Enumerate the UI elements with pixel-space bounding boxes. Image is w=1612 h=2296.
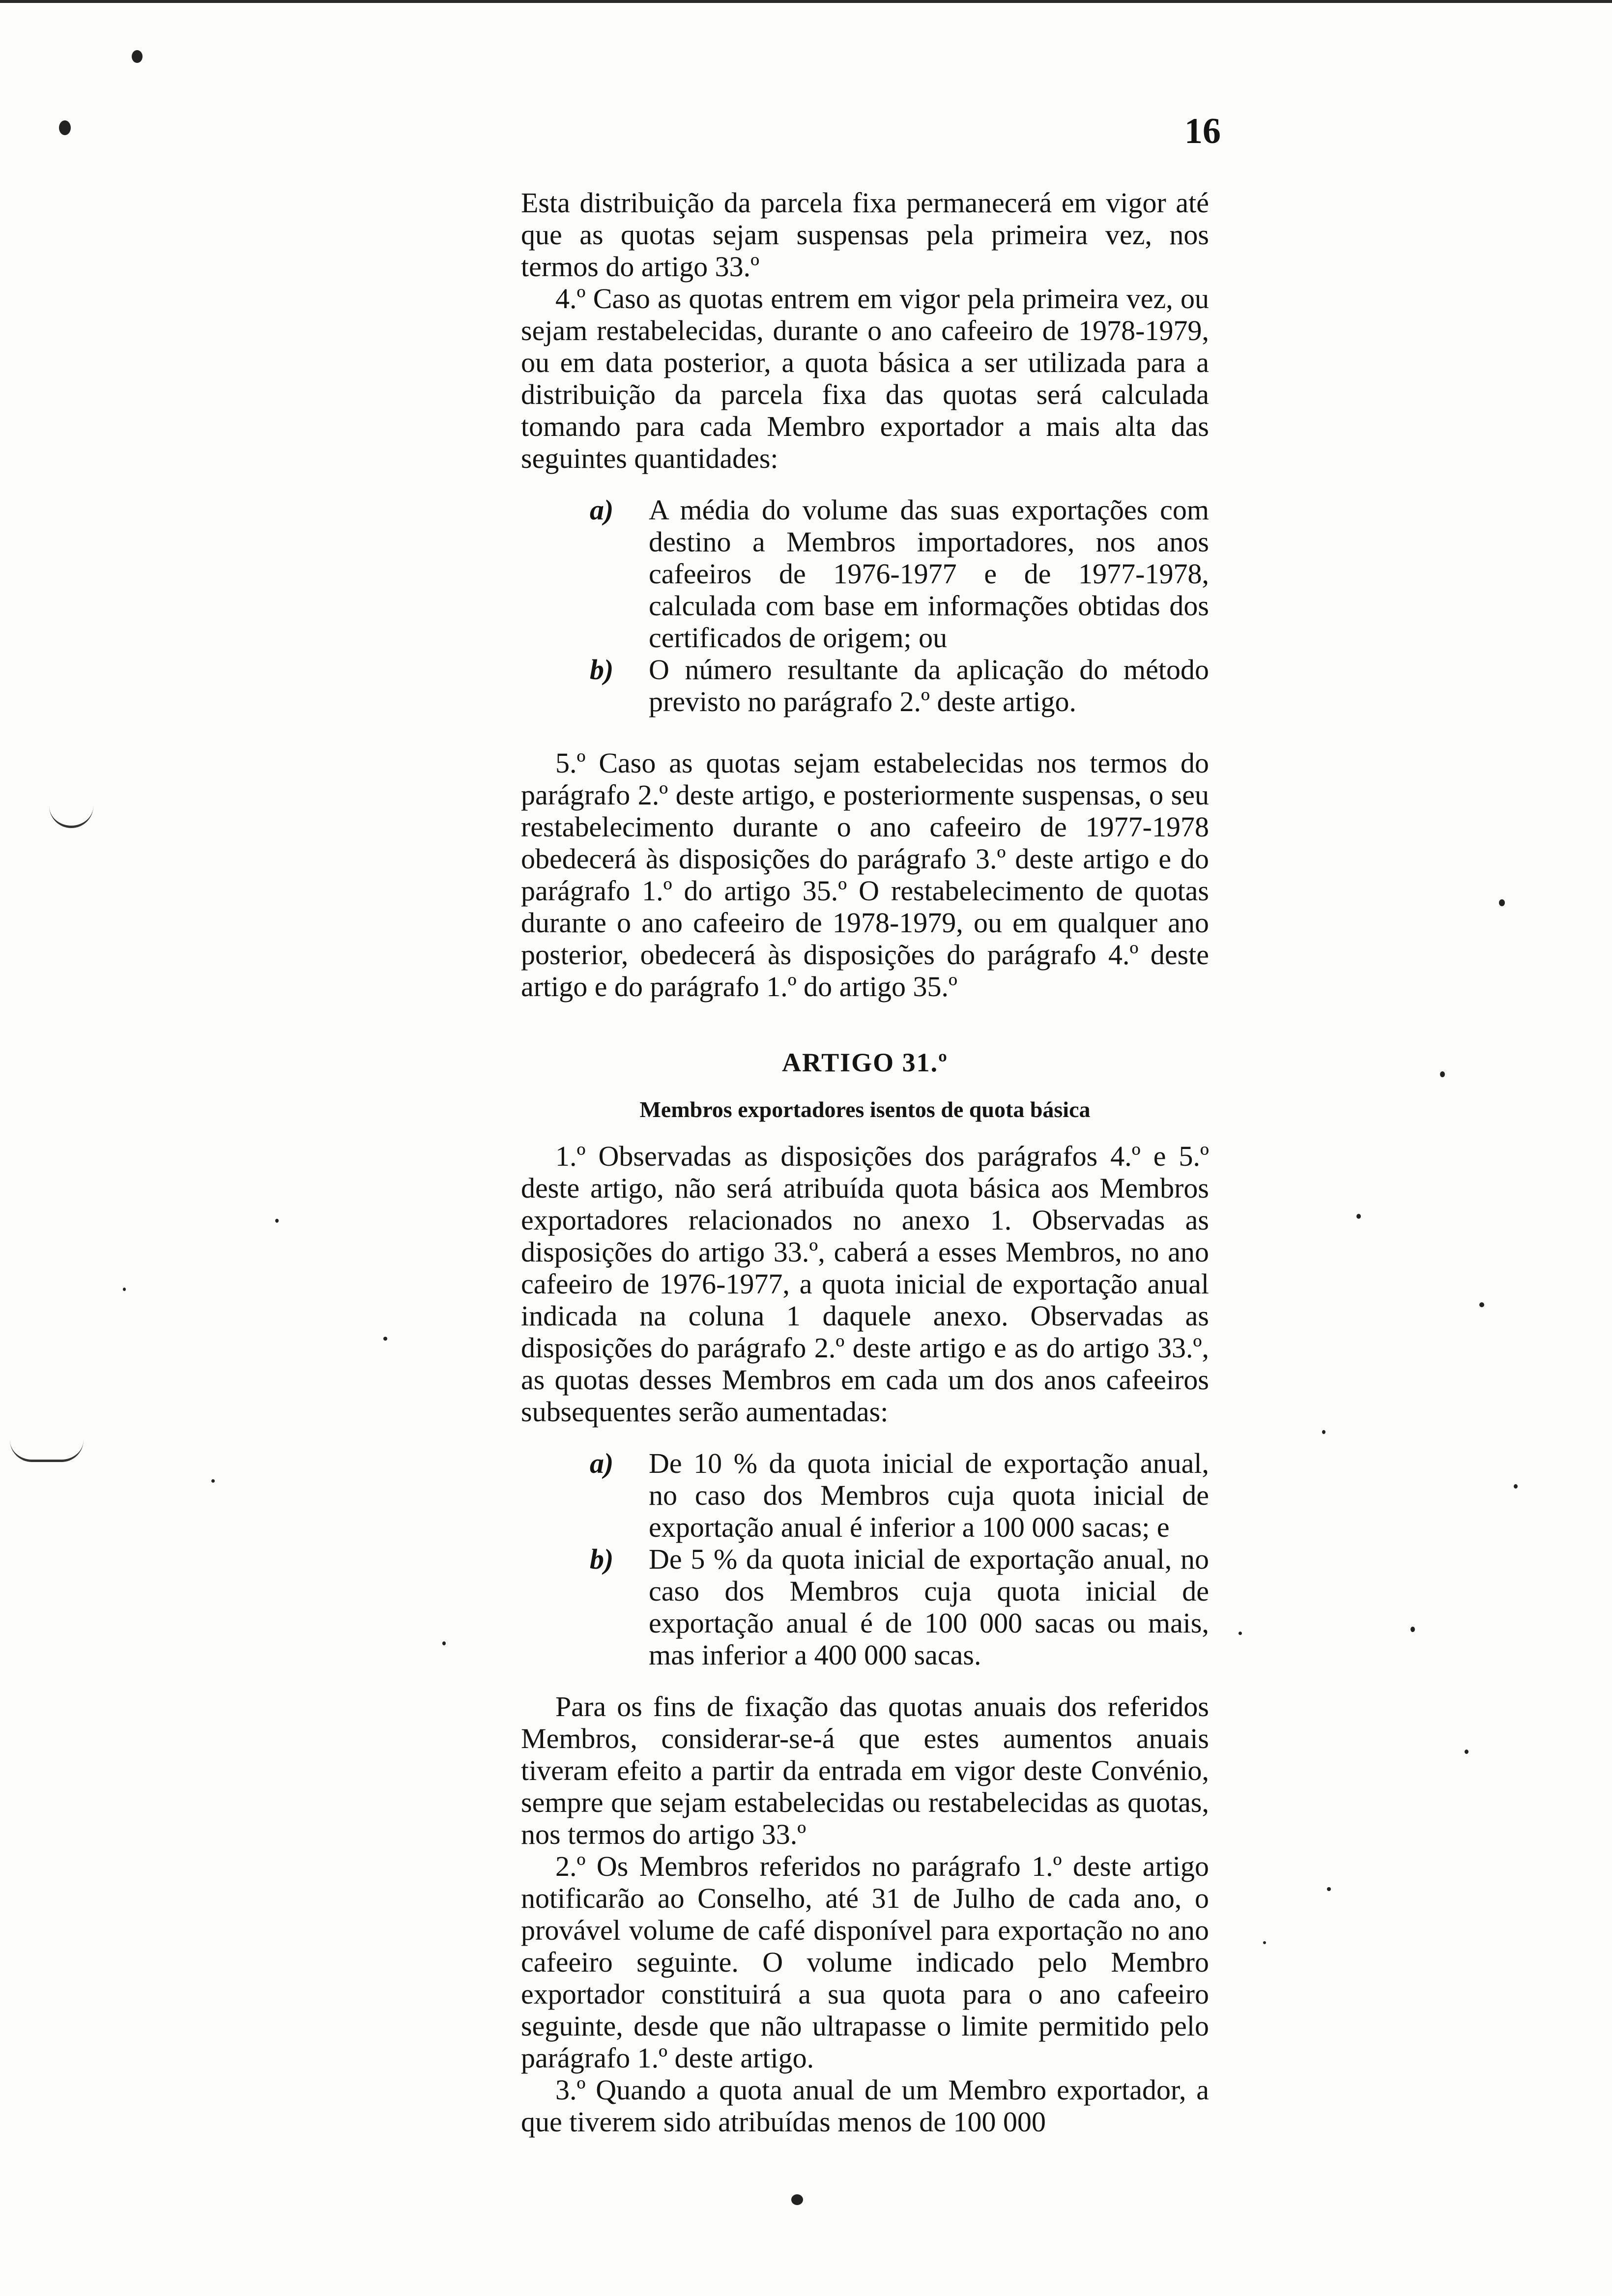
list-item-text: De 5 % da quota inicial de exportação anual, no caso dos Membros cuja quota inicial de exportação anual é de 100 000 sacas ou mais, mas inferior a 400 000 sacas. xyxy=(649,1543,1209,1671)
scan-speck xyxy=(442,1641,446,1645)
list-item xyxy=(521,1447,1209,1543)
scan-speck xyxy=(132,50,143,63)
text-column xyxy=(521,187,1209,2138)
scan-binding-mark xyxy=(10,1440,84,1462)
list-item-label: b) xyxy=(590,654,614,686)
paragraph: 1.º Observadas as disposições dos parágrafos 4.º e 5.º deste artigo, não será atribuída quota básica aos Membros exportadores relacionados no anexo 1. Observadas as disposições do artigo 33.º, caberá a esses Membros, no ano cafeeiro de 1976-1977, a quota inicial de exportação anual indicada na coluna 1 daquele anexo. Observadas as disposições do parágrafo 2.º deste artigo e as do artigo 33.º, as quotas desses Membros em cada um dos anos cafeeiros subsequentes serão aumentadas: xyxy=(521,1140,1209,1428)
scan-speck xyxy=(383,1337,387,1341)
page-number: 16 xyxy=(1184,111,1221,151)
article-subtitle: Membros exportadores isentos de quota básica xyxy=(639,1097,1091,1122)
paragraph: 2.º Os Membros referidos no parágrafo 1.º deste artigo notificarão ao Conselho, até 31 de Julho de cada ano, o provável volume de café disponível para exportação no ano cafeeiro seguinte. O volume indicado pelo Membro exportador constituirá a sua quota para o ano cafeeiro seguinte, desde que não ultrapasse o limite permitido pelo parágrafo 1.º deste artigo. xyxy=(521,1850,1209,2074)
scan-speck xyxy=(211,1479,215,1483)
list-item-text: O número resultante da aplicação do método previsto no parágrafo 2.º deste artigo. xyxy=(649,654,1209,718)
scan-speck xyxy=(1514,1484,1518,1489)
scan-speck xyxy=(1499,899,1505,906)
scan-speck xyxy=(275,1219,279,1223)
paragraph: Para os fins de fixação das quotas anuais dos referidos Membros, considerar-se-á que estes aumentos anuais tiveram efeito a partir da entrada em vigor deste Convénio, sempre que sejam estabelecidas ou restabelecidas as quotas, nos termos do artigo 33.º xyxy=(521,1691,1209,1850)
list-item-text: A média do volume das suas exportações com destino a Membros importadores, nos anos cafeeiros de 1976-1977 e de 1977-1978, calculada com base em informações obtidas dos certificados de origem; ou xyxy=(649,494,1209,654)
paragraph: Esta distribuição da parcela fixa permanecerá em vigor até que as quotas sejam suspensas pela primeira vez, nos termos do artigo 33.º xyxy=(521,187,1209,283)
paragraph: 4.º Caso as quotas entrem em vigor pela primeira vez, ou sejam restabelecidas, durante o ano cafeeiro de 1978-1979, ou em data posterior, a quota básica a ser utilizada para a distribuição da parcela fixa das quotas será calculada tomando para cada Membro exportador a mais alta das seguintes quantidades: xyxy=(521,283,1209,474)
scan-binding-mark xyxy=(49,806,93,828)
scan-speck xyxy=(123,1288,126,1291)
scan-speck xyxy=(1356,1214,1361,1219)
scan-speck xyxy=(59,120,71,135)
scan-speck xyxy=(1410,1627,1415,1632)
list-item xyxy=(521,494,1209,654)
list-item xyxy=(521,654,1209,718)
list-item-label: a) xyxy=(590,1447,614,1479)
scan-speck xyxy=(1322,1430,1325,1434)
scan-speck xyxy=(1263,1941,1266,1944)
scan-speck xyxy=(1238,1632,1242,1635)
scan-speck xyxy=(791,2194,803,2205)
list-item-text: De 10 % da quota inicial de exportação anual, no caso dos Membros cuja quota inicial de exportação anual é inferior a 100 000 sacas; e xyxy=(649,1447,1209,1543)
list-item xyxy=(521,1543,1209,1671)
scan-speck xyxy=(1440,1071,1445,1077)
list-item-label: a) xyxy=(590,494,614,526)
article-title: ARTIGO 31.º xyxy=(782,1048,948,1077)
list-item-label: b) xyxy=(590,1543,614,1575)
paragraph: 5.º Caso as quotas sejam estabelecidas nos termos do parágrafo 2.º deste artigo, e posteriormente suspensas, o seu restabelecimento durante o ano cafeeiro de 1977-1978 obedecerá às disposições do parágrafo 3.º deste artigo e do parágrafo 1.º do artigo 35.º O restabelecimento de quotas durante o ano cafeeiro de 1978-1979, ou em qualquer ano posterior, obedecerá às disposições do parágrafo 4.º deste artigo e do parágrafo 1.º do artigo 35.º xyxy=(521,747,1209,1003)
paragraph: 3.º Quando a quota anual de um Membro exportador, a que tiverem sido atribuídas menos de 100 000 xyxy=(521,2074,1209,2138)
scan-speck xyxy=(1465,1750,1468,1754)
scan-speck xyxy=(1327,1887,1331,1891)
scan-speck xyxy=(1479,1302,1484,1307)
scan-top-edge xyxy=(0,0,1612,3)
